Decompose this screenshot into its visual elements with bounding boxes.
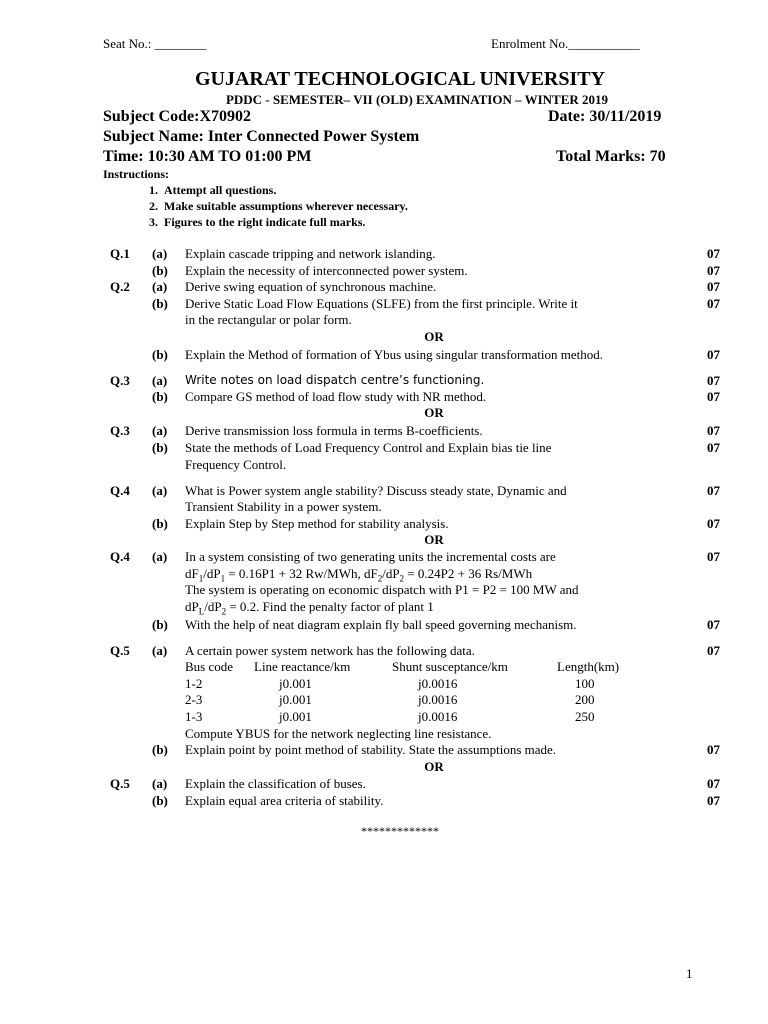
table-cell: 1-3 — [185, 709, 203, 724]
question-marks: 07 — [707, 643, 720, 658]
question-marks: 07 — [707, 373, 720, 388]
question-text: Explain equal area criteria of stability. — [185, 793, 384, 808]
question-text: With the help of neat diagram explain fly ball speed governing mechanism. — [185, 617, 577, 632]
question-part: (b) — [152, 742, 168, 757]
question-part: (a) — [152, 483, 168, 498]
seat-number-field: Seat No.: ________ — [103, 36, 207, 51]
question-text: Derive Static Load Flow Equations (SLFE) from the first principle. Write it — [185, 296, 578, 311]
question-text: Explain the necessity of interconnected power system. — [185, 263, 468, 278]
question-text: Derive swing equation of synchronous machine. — [185, 279, 437, 294]
question-part: (b) — [152, 389, 168, 404]
question-text: Explain point by point method of stability. State the assumptions made. — [185, 742, 557, 757]
table-header: Shunt susceptance/km — [392, 659, 508, 674]
question-part: (a) — [152, 279, 168, 294]
question-number: Q.2 — [110, 279, 130, 294]
exam-date: Date: 30/11/2019 — [548, 108, 662, 125]
question-marks: 07 — [707, 347, 720, 362]
table-cell: 200 — [575, 692, 595, 707]
question-text: Compare GS method of load flow study with NR method. — [185, 389, 487, 404]
question-text: Explain cascade tripping and network islanding. — [185, 246, 436, 261]
question-number: Q.5 — [110, 776, 130, 791]
table-cell: j0.0016 — [418, 692, 458, 707]
instruction-item: 3. Figures to the right indicate full marks. — [149, 215, 366, 229]
question-number: Q.1 — [110, 246, 130, 261]
question-text: In a system consisting of two generating units the incremental costs are — [185, 549, 556, 564]
penalty-factor-equation: $dP_L/dP_2 = 0.2$. Find the penalty factor of plant 1 — [185, 599, 434, 617]
question-marks: 07 — [707, 776, 720, 791]
table-cell: 2-3 — [185, 692, 203, 707]
question-part: (a) — [152, 373, 168, 388]
question-text: Derive transmission loss formula in terms B-coefficients. — [185, 423, 483, 438]
question-part: (b) — [152, 793, 168, 808]
question-marks: 07 — [707, 742, 720, 757]
question-marks: 07 — [707, 263, 720, 278]
question-text: in the rectangular or polar form. — [185, 312, 352, 327]
question-part: (a) — [152, 776, 168, 791]
question-text: What is Power system angle stability? Discuss steady state, Dynamic and — [185, 483, 567, 498]
question-marks: 07 — [707, 483, 720, 498]
question-marks: 07 — [707, 793, 720, 808]
question-marks: 07 — [707, 549, 720, 564]
question-part: (a) — [152, 549, 168, 564]
question-part: (b) — [152, 440, 168, 455]
question-marks: 07 — [707, 296, 720, 311]
table-header: Line reactance/km — [254, 659, 351, 674]
exam-time: Time: 10:30 AM TO 01:00 PM — [103, 148, 312, 165]
or-divider: OR — [424, 532, 444, 547]
question-part: (a) — [152, 423, 168, 438]
question-text: The system is operating on economic dispatch with P1 = P2 = 100 MW and — [185, 582, 579, 597]
question-number: Q.5 — [110, 643, 130, 658]
question-text: Compute YBUS for the network neglecting line resistance. — [185, 726, 492, 741]
question-marks: 07 — [707, 440, 720, 455]
question-marks: 07 — [707, 423, 720, 438]
question-marks: 07 — [707, 617, 720, 632]
question-part: (b) — [152, 347, 168, 362]
subject-code: Subject Code:X70902 — [103, 108, 251, 125]
incremental-cost-equation: $dF_1/dP_1 = 0.16P1 + 32$ Rw/MWh, $dF_2/dP_2 = 0.24P2 + 36$ Rs/MWh — [185, 566, 533, 584]
table-cell: 100 — [575, 676, 595, 691]
question-text: State the methods of Load Frequency Control and Explain bias tie line — [185, 440, 552, 455]
question-part: (b) — [152, 516, 168, 531]
or-divider: OR — [424, 329, 444, 344]
university-title: GUJARAT TECHNOLOGICAL UNIVERSITY — [194, 68, 606, 90]
exam-title: PDDC - SEMESTER– VII (OLD) EXAMINATION – WINTER 2019 — [225, 92, 609, 107]
or-divider: OR — [424, 405, 444, 420]
table-cell: j0.0016 — [418, 709, 458, 724]
or-divider: OR — [424, 759, 444, 774]
question-marks: 07 — [707, 516, 720, 531]
table-header: Length(km) — [557, 659, 620, 674]
question-number: Q.4 — [110, 483, 130, 498]
table-cell: 1-2 — [185, 676, 203, 691]
question-part: (a) — [152, 643, 168, 658]
table-cell: j0.0016 — [418, 676, 458, 691]
question-number: Q.4 — [110, 549, 130, 564]
table-cell: j0.001 — [279, 692, 312, 707]
question-text: Write notes on load dispatch centre’s functioning. — [185, 373, 485, 387]
question-text: Transient Stability in a power system. — [185, 499, 382, 514]
page-number: 1 — [686, 966, 693, 981]
question-number: Q.3 — [110, 423, 130, 438]
question-part: (b) — [152, 617, 168, 632]
question-part: (a) — [152, 246, 168, 261]
question-marks: 07 — [707, 389, 720, 404]
question-text: Frequency Control. — [185, 457, 287, 472]
question-marks: 07 — [707, 279, 720, 294]
question-part: (b) — [152, 263, 168, 278]
table-header: Bus code — [185, 659, 234, 674]
question-part: (b) — [152, 296, 168, 311]
table-cell: 250 — [575, 709, 595, 724]
question-marks: 07 — [707, 246, 720, 261]
question-text: Explain the Method of formation of Ybus using singular transformation method. — [185, 347, 603, 362]
question-text: Explain the classification of buses. — [185, 776, 366, 791]
table-cell: j0.001 — [279, 676, 312, 691]
table-cell: j0.001 — [279, 709, 312, 724]
instruction-item: 1. Attempt all questions. — [149, 183, 277, 197]
question-text: A certain power system network has the following data. — [185, 643, 475, 658]
total-marks: Total Marks: 70 — [556, 148, 666, 165]
instruction-item: 2. Make suitable assumptions wherever necessary. — [149, 199, 408, 213]
question-number: Q.3 — [110, 373, 130, 388]
enrolment-number-field: Enrolment No.___________ — [491, 36, 640, 51]
question-text: Explain Step by Step method for stability analysis. — [185, 516, 449, 531]
instructions-title: Instructions: — [103, 167, 170, 181]
end-of-paper-marker: ************* — [361, 824, 439, 838]
subject-name: Subject Name: Inter Connected Power System — [103, 128, 420, 145]
